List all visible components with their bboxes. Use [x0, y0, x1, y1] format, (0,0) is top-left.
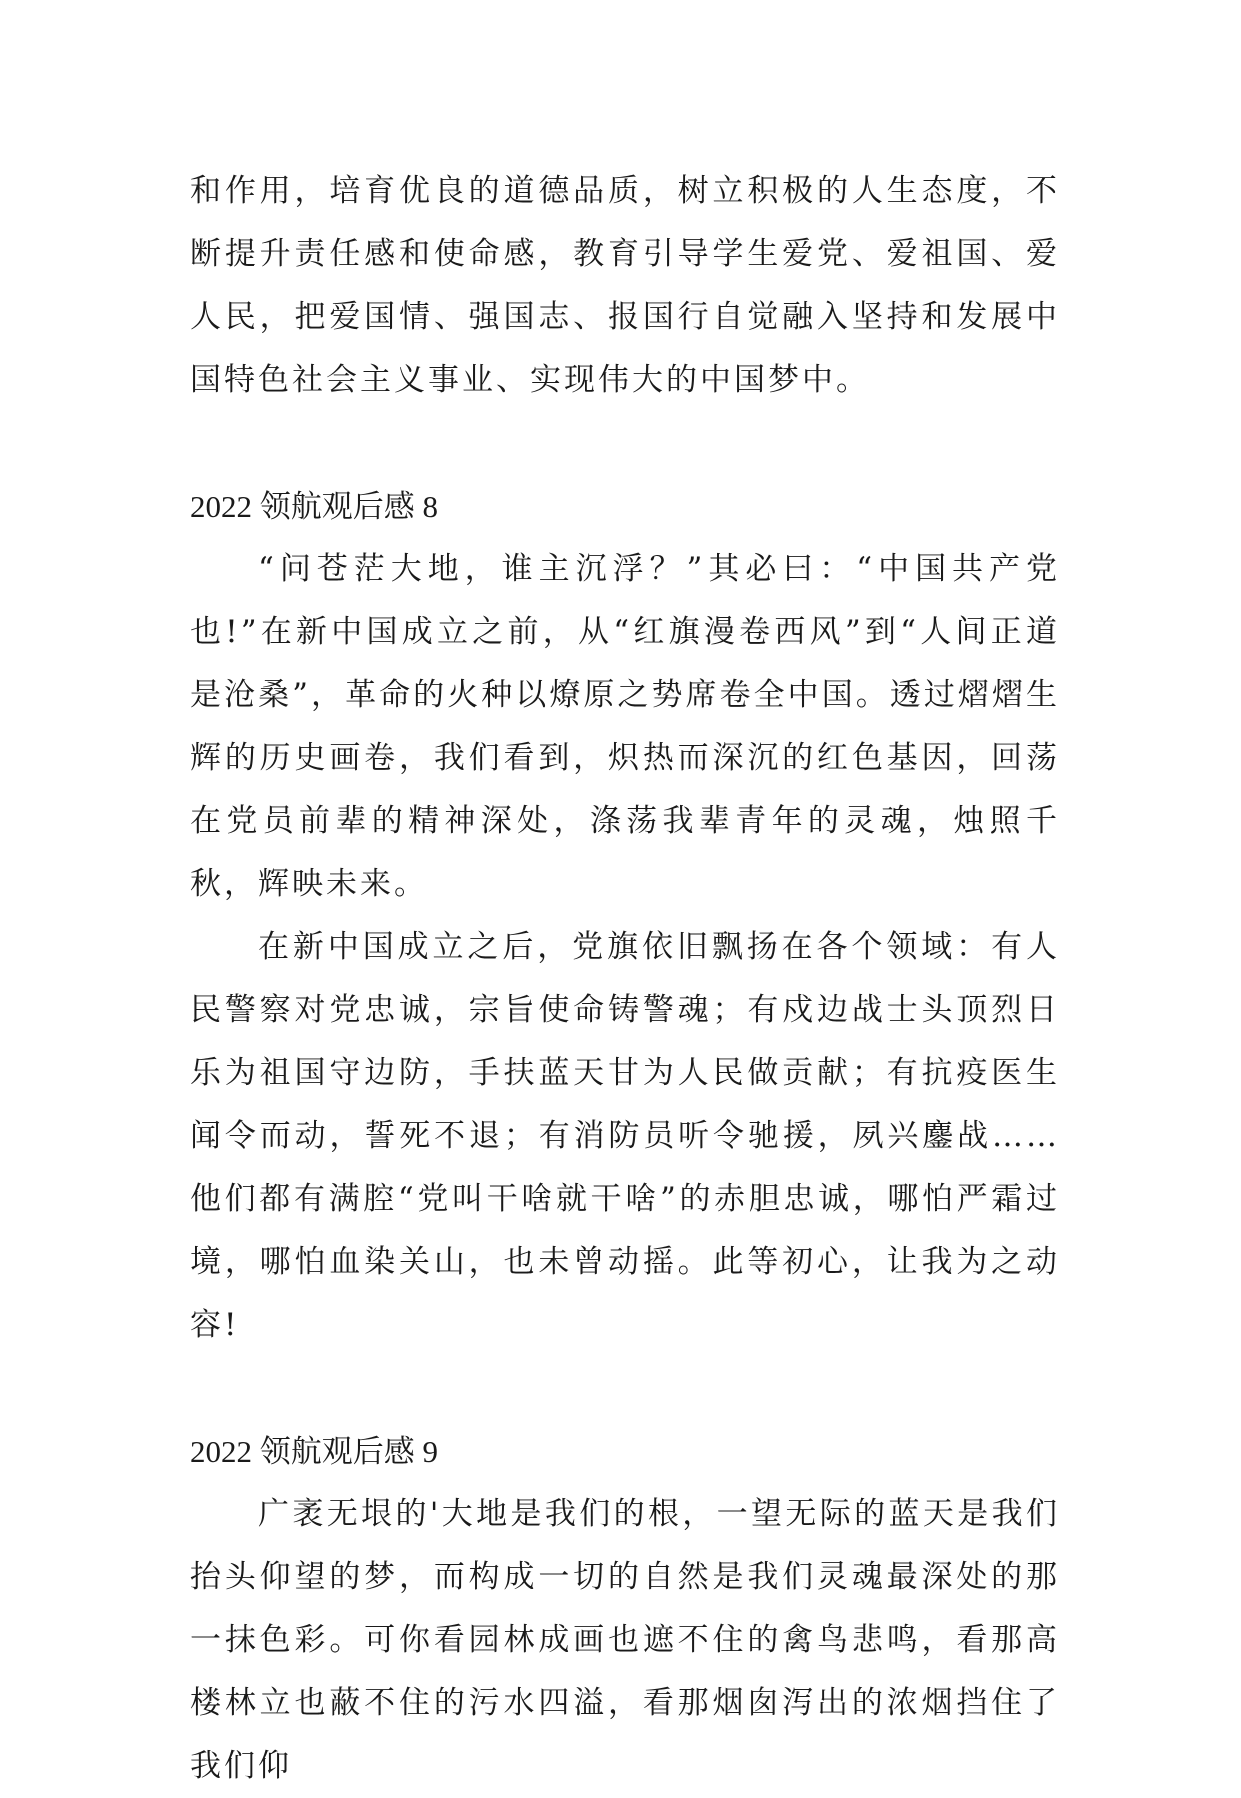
document-page	[190, 160, 1060, 1798]
section-8-paragraph-2: 在新中国成立之后，党旗依旧飘扬在各个领域：有人民警察对党忠诚，宗旨使命铸警魂；有戍边战士头顶烈日乐为祖国守边防，手扶蓝天甘为人民做贡献；有抗疫医生闻令而动，誓死不退；有消防员听令驰援，夙兴鏖战……他们都有满腔“党叫干啥就干啥”的赤胆忠诚，哪怕严霜过境，哪怕血染关山，也未曾动摇。此等初心，让我为之动容!	[190, 929, 1060, 1343]
section-gap	[190, 412, 1060, 475]
section-gap	[190, 1357, 1060, 1420]
section-8-paragraph-1: “问苍茫大地，谁主沉浮？”其必曰：“中国共产党也!”在新中国成立之前，从“红旗漫卷西风”到“人间正道是沧桑”，革命的火种以燎原之势席卷全中国。透过熠熠生辉的历史画卷，我们看到，炽热而深沉的红色基因，回荡在党员前辈的精神深处，涤荡我辈青年的灵魂，烛照千秋，辉映未来。	[190, 551, 1060, 902]
section-heading-9: 2022 领航观后感 9	[190, 1434, 438, 1469]
intro-paragraph: 和作用，培育优良的道德品质，树立积极的人生态度，不断提升责任感和使命感，教育引导学生爱党、爱祖国、爱人民，把爱国情、强国志、报国行自觉融入坚持和发展中国特色社会主义事业、实现伟大的中国梦中。	[190, 173, 1060, 398]
section-heading-8: 2022 领航观后感 8	[190, 489, 438, 524]
section-9-paragraph-1: 广袤无垠的'大地是我们的根，一望无际的蓝天是我们抬头仰望的梦，而构成一切的自然是我们灵魂最深处的那一抹色彩。可你看园林成画也遮不住的禽鸟悲鸣，看那高楼林立也蔽不住的污水四溢，看那烟囱泻出的浓烟挡住了我们仰	[190, 1496, 1060, 1784]
